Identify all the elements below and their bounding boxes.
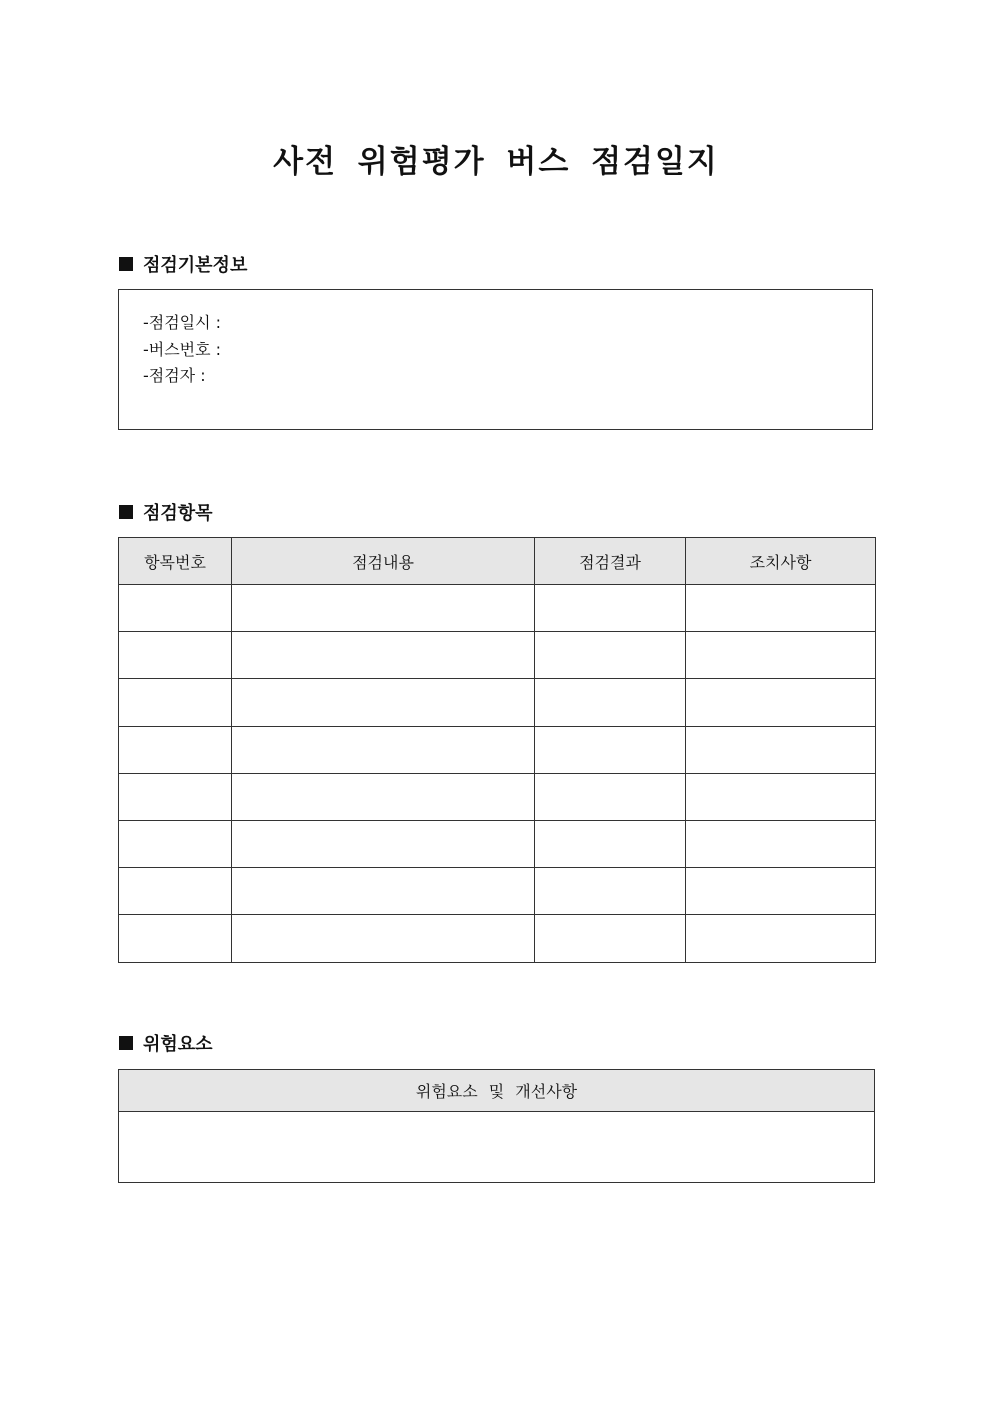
inspector-field[interactable]: -점검자 : <box>143 366 206 385</box>
table-cell[interactable] <box>232 915 535 962</box>
column-header-risk-improvement: 위험요소 및 개선사항 <box>119 1070 875 1112</box>
column-header-content: 점검내용 <box>232 538 535 585</box>
table-cell[interactable] <box>119 726 232 773</box>
section-heading-basic-info <box>119 251 247 277</box>
column-header-item-number: 항목번호 <box>119 538 232 585</box>
table-header-row <box>119 538 876 585</box>
table-cell[interactable] <box>686 679 876 726</box>
table-cell[interactable] <box>232 679 535 726</box>
table-header-row <box>119 1070 875 1112</box>
table-cell[interactable] <box>686 726 876 773</box>
risk-factors-table <box>118 1069 875 1183</box>
table-cell[interactable] <box>686 632 876 679</box>
column-header-action: 조치사항 <box>686 538 876 585</box>
inspection-items-table <box>118 537 876 963</box>
bus-number-field[interactable]: -버스번호 : <box>143 339 222 359</box>
table-cell[interactable] <box>535 679 686 726</box>
table-row <box>119 632 876 679</box>
table-cell[interactable] <box>686 585 876 632</box>
table-cell[interactable] <box>232 773 535 820</box>
table-row <box>119 726 876 773</box>
risk-factors-content-cell[interactable] <box>119 1112 875 1183</box>
table-row <box>119 1112 875 1183</box>
black-square-icon <box>119 505 133 519</box>
table-cell[interactable] <box>119 585 232 632</box>
black-square-icon <box>119 1036 133 1050</box>
page-title: 사전 위험평가 버스 점검일지 <box>273 144 719 180</box>
column-header-result: 점검결과 <box>535 538 686 585</box>
table-cell[interactable] <box>119 820 232 867</box>
table-row <box>119 868 876 915</box>
section-heading-risk-factors <box>119 1030 213 1056</box>
table-cell[interactable] <box>686 915 876 962</box>
table-cell[interactable] <box>535 915 686 962</box>
table-cell[interactable] <box>232 868 535 915</box>
section-heading-label: 위험요소 <box>143 1034 213 1055</box>
table-cell[interactable] <box>535 773 686 820</box>
table-cell[interactable] <box>119 773 232 820</box>
table-cell[interactable] <box>686 868 876 915</box>
table-cell[interactable] <box>119 679 232 726</box>
inspection-date-field[interactable]: -점검일시 : <box>143 313 222 332</box>
table-row <box>119 915 876 962</box>
table-cell[interactable] <box>119 632 232 679</box>
section-heading-inspection-items <box>119 499 213 525</box>
table-cell[interactable] <box>232 726 535 773</box>
table-cell[interactable] <box>686 773 876 820</box>
table-row <box>119 773 876 820</box>
table-cell[interactable] <box>535 868 686 915</box>
table-row <box>119 679 876 726</box>
basic-info-box <box>118 289 873 430</box>
section-heading-label: 점검항목 <box>143 503 213 524</box>
section-heading-label: 점검기본정보 <box>143 255 248 276</box>
table-row <box>119 820 876 867</box>
table-cell[interactable] <box>535 726 686 773</box>
table-cell[interactable] <box>119 915 232 962</box>
basic-info-lines <box>143 310 221 390</box>
table-cell[interactable] <box>535 820 686 867</box>
table-cell[interactable] <box>535 632 686 679</box>
black-square-icon <box>119 257 133 271</box>
table-row <box>119 585 876 632</box>
table-cell[interactable] <box>232 585 535 632</box>
table-cell[interactable] <box>232 820 535 867</box>
table-cell[interactable] <box>232 632 535 679</box>
table-cell[interactable] <box>535 585 686 632</box>
table-cell[interactable] <box>686 820 876 867</box>
table-cell[interactable] <box>119 868 232 915</box>
